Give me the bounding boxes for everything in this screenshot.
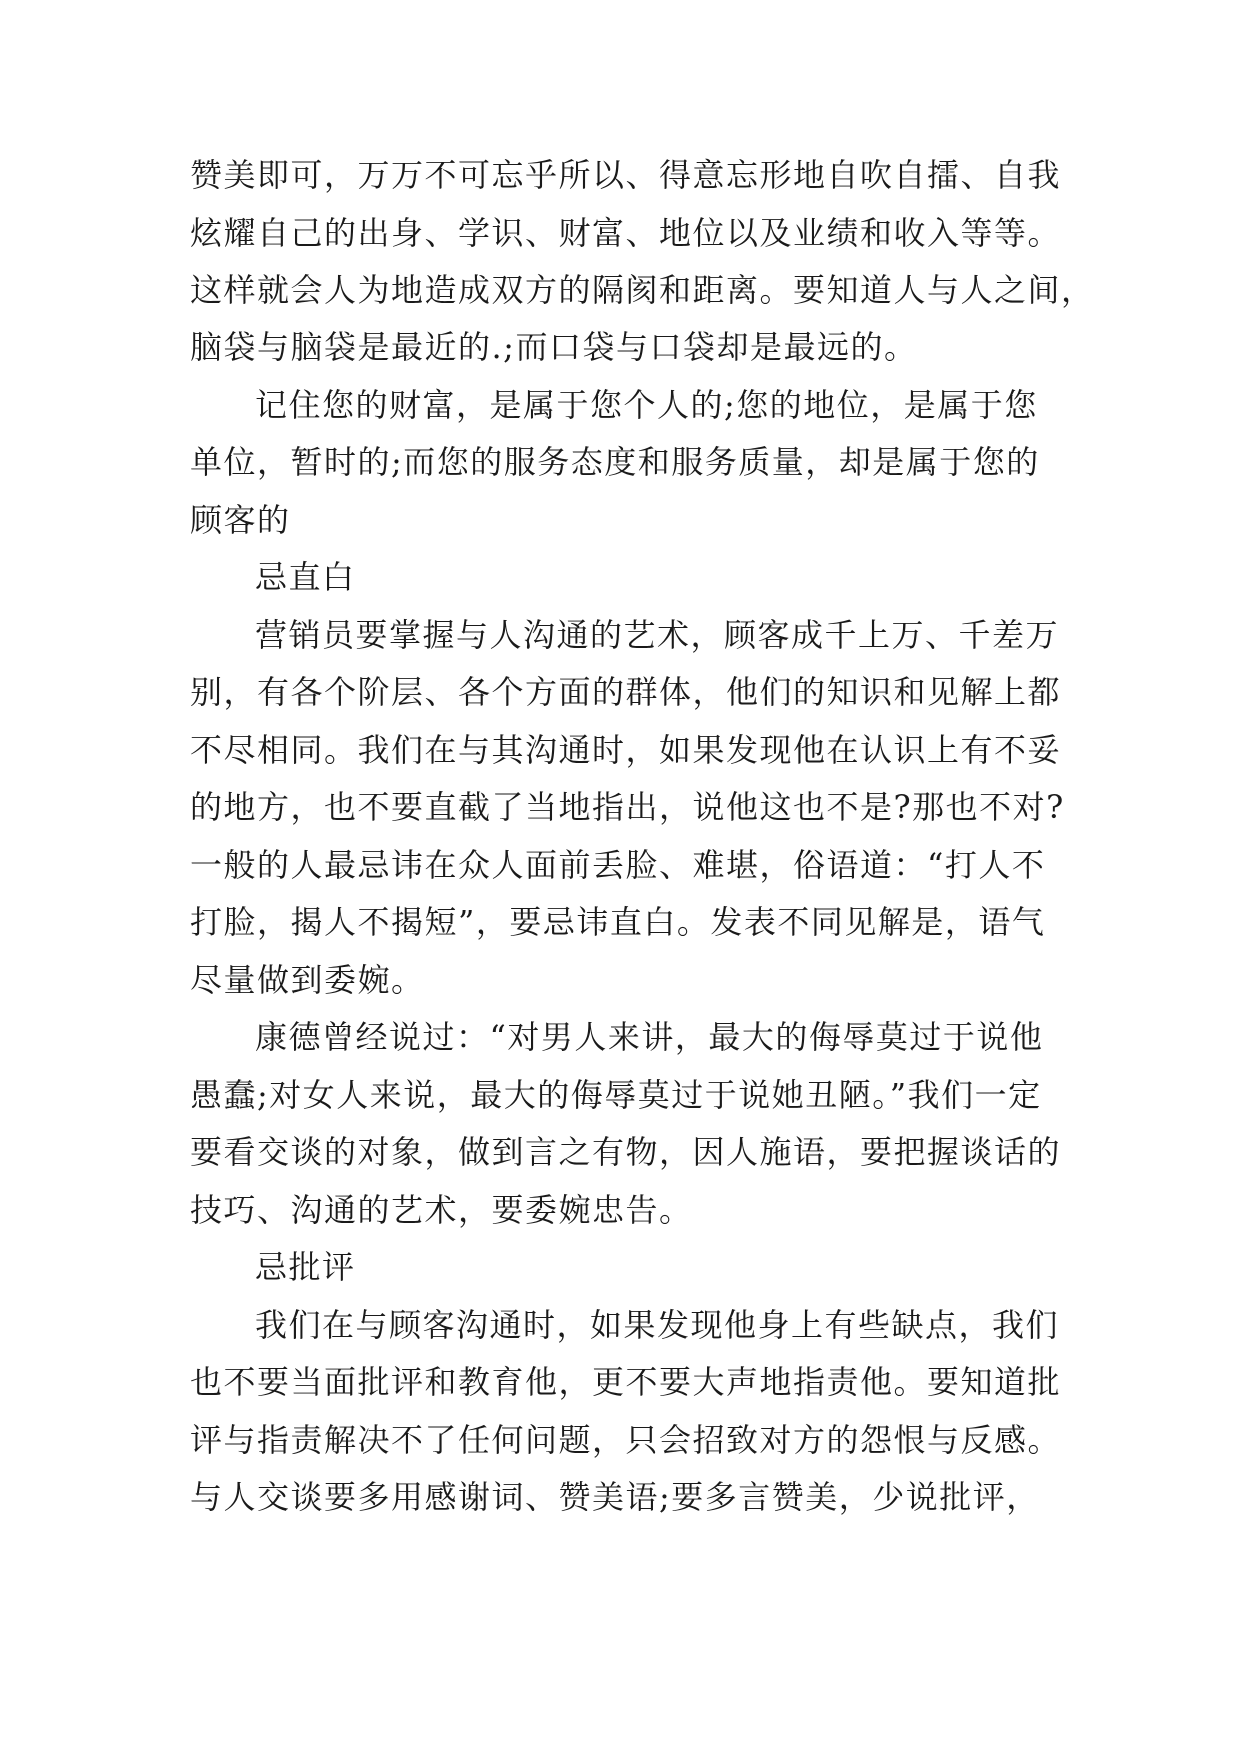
text-line: 营销员要掌握与人沟通的艺术，顾客成千上万、千差万	[255, 616, 1060, 654]
text-line: 别，有各个阶层、各个方面的群体，他们的知识和见解上都	[190, 673, 1062, 711]
text-line: 的地方，也不要直截了当地指出，说他这也不是?那也不对?	[190, 788, 1065, 826]
text-line: 顾客的	[190, 501, 291, 539]
text-line: 康德曾经说过：“对男人来讲，最大的侮辱莫过于说他	[255, 1018, 1044, 1056]
text-line: 这样就会人为地造成双方的隔阂和距离。要知道人与人之间，	[190, 271, 1095, 309]
text-line: 也不要当面批评和教育他，更不要大声地指责他。要知道批	[190, 1363, 1062, 1401]
text-line: 我们在与顾客沟通时，如果发现他身上有些缺点，我们	[255, 1306, 1060, 1344]
section-heading: 忌批评	[255, 1248, 356, 1286]
text-line: 评与指责解决不了任何问题，只会招致对方的怨恨与反感。	[190, 1421, 1062, 1459]
section-heading: 忌直白	[255, 558, 356, 596]
text-line: 记住您的财富，是属于您个人的;您的地位，是属于您	[255, 386, 1038, 424]
text-line: 要看交谈的对象，做到言之有物，因人施语，要把握谈话的	[190, 1133, 1062, 1171]
text-line: 一般的人最忌讳在众人面前丢脸、难堪，俗语道：“打人不	[190, 846, 1046, 884]
text-line: 单位，暂时的;而您的服务态度和服务质量，却是属于您的	[190, 443, 1040, 481]
text-line: 不尽相同。我们在与其沟通时，如果发现他在认识上有不妥	[190, 731, 1062, 769]
text-line: 炫耀自己的出身、学识、财富、地位以及业绩和收入等等。	[190, 214, 1062, 252]
text-line: 愚蠢;对女人来说，最大的侮辱莫过于说她丑陋。”我们一定	[190, 1076, 1042, 1114]
text-line: 脑袋与脑袋是最近的.;而口袋与口袋却是最远的。	[190, 328, 918, 366]
text-line: 与人交谈要多用感谢词、赞美语;要多言赞美，少说批评，	[190, 1478, 1040, 1516]
text-line: 尽量做到委婉。	[190, 961, 425, 999]
text-line: 技巧、沟通的艺术，要委婉忠告。	[190, 1191, 693, 1229]
text-line: 赞美即可，万万不可忘乎所以、得意忘形地自吹自擂、自我	[190, 156, 1062, 194]
text-line: 打脸，揭人不揭短”，要忌讳直白。发表不同见解是，语气	[190, 903, 1046, 941]
